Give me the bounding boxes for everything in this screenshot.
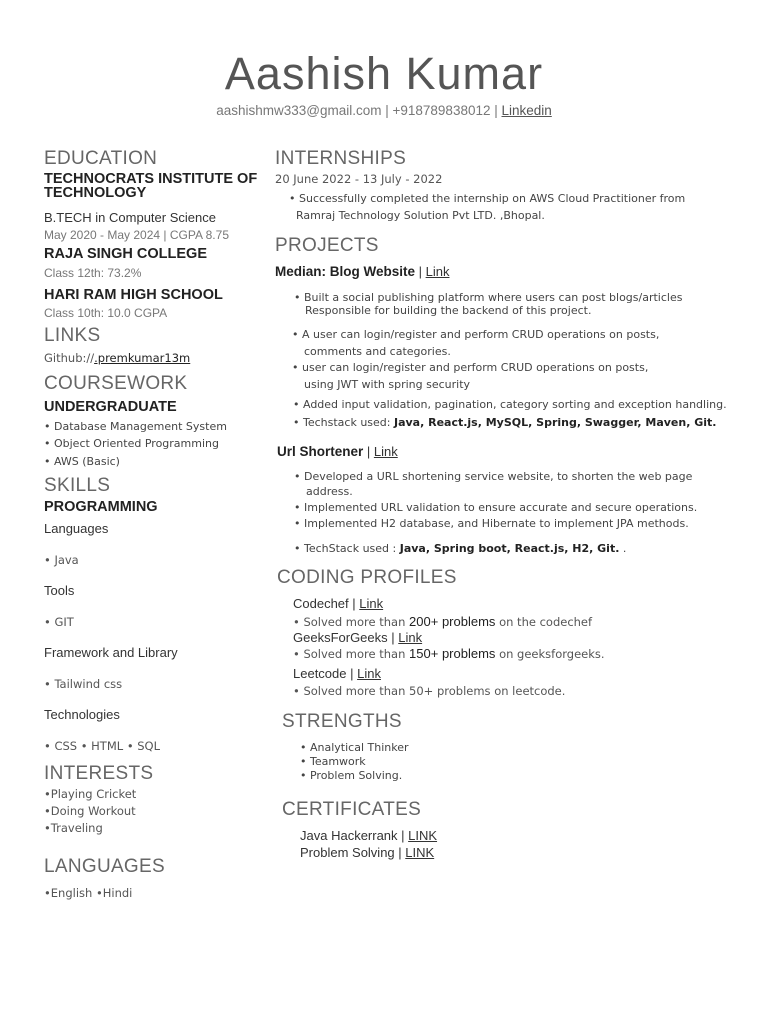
leetcode-row: Leetcode | Link — [293, 666, 381, 681]
tools-value: • GIT — [44, 615, 74, 629]
coursework-item: • Object Oriented Programming — [44, 437, 219, 450]
project1-name: Median: Blog Website — [275, 264, 416, 279]
project1-title-row: Median: Blog Website | Link — [275, 264, 450, 279]
school1-name-line1: TECHNOCRATS INSTITUTE OF — [44, 171, 258, 187]
framework-value: • Tailwind css — [44, 677, 123, 691]
project2-techstack: • TechStack used : Java, Spring boot, React.js, H2, Git. . — [294, 542, 627, 555]
school2-meta: Class 12th: 73.2% — [44, 266, 142, 280]
internship-dates: 20 June 2022 - 13 July - 2022 — [275, 172, 443, 186]
github-label: Github:// — [44, 351, 95, 365]
project2-bullet: • Developed a URL shortening service website, to shorten the web page — [294, 470, 693, 483]
codechef-row: Codechef | Link — [293, 596, 384, 611]
interests-heading: INTERESTS — [44, 763, 154, 784]
internship-desc-line2: Ramraj Technology Solution Pvt LTD. ,Bhopal. — [296, 209, 545, 222]
codechef-desc: • Solved more than 200+ problems on the codechef — [293, 614, 593, 629]
school3-meta: Class 10th: 10.0 CGPA — [44, 306, 168, 320]
email-text: aashishmw333@gmail.com — [216, 103, 382, 118]
github-link-row — [44, 351, 190, 365]
project1-bullet-cont: using JWT with spring security — [304, 378, 471, 391]
project1-bullet-cont: Responsible for building the backend of this project. — [305, 304, 592, 317]
strength-item: • Problem Solving. — [300, 769, 403, 782]
project2-bullet: • Implemented URL validation to ensure accurate and secure operations. — [294, 501, 698, 514]
framework-label: Framework and Library — [44, 645, 178, 660]
project2-bullet: • Implemented H2 database, and Hibernate to implement JPA methods. — [294, 517, 689, 530]
project1-bullet-cont: comments and categories. — [304, 345, 451, 358]
degree-meta: May 2020 - May 2024 | CGPA 8.75 — [44, 228, 229, 242]
coursework-item: • Database Management System — [44, 420, 227, 433]
project1-bullet: • Added input validation, pagination, category sorting and exception handling. — [293, 398, 727, 411]
project2-title-row: Url Shortener | Link — [277, 444, 398, 459]
interest-item: •Playing Cricket — [44, 787, 137, 801]
skills-subtitle: PROGRAMMING — [44, 499, 158, 515]
technologies-value: • CSS • HTML • SQL — [44, 739, 161, 753]
strengths-heading: STRENGTHS — [282, 711, 402, 732]
school3-name: HARI RAM HIGH SCHOOL — [44, 287, 223, 303]
coursework-heading: COURSEWORK — [44, 373, 188, 394]
internships-heading: INTERNSHIPS — [275, 148, 407, 169]
school1-name-line2: TECHNOLOGY — [44, 185, 147, 201]
candidate-name: Aashish Kumar — [224, 48, 544, 99]
strength-item: • Analytical Thinker — [300, 741, 409, 754]
geeksforgeeks-desc: • Solved more than 150+ problems on geeksforgeeks. — [293, 646, 605, 661]
interest-item: •Doing Workout — [44, 804, 136, 818]
leetcode-desc: • Solved more than 50+ problems on leetcode. — [293, 684, 566, 698]
languages-list: •English •Hindi — [44, 886, 133, 900]
education-heading: EDUCATION — [44, 148, 158, 169]
certificates-heading: CERTIFICATES — [282, 799, 422, 820]
technologies-label: Technologies — [44, 707, 120, 722]
github-link[interactable]: .premkumar13m — [94, 351, 191, 365]
languages-value: • Java — [44, 553, 79, 567]
project2-name: Url Shortener — [277, 444, 364, 459]
phone-text: +918789838012 — [392, 103, 491, 118]
skills-heading: SKILLS — [44, 475, 111, 496]
project1-link[interactable]: Link — [425, 264, 450, 279]
geeksforgeeks-link[interactable]: Link — [398, 630, 423, 645]
certificate-row: Java Hackerrank | LINK — [300, 828, 438, 843]
certificate-link[interactable]: LINK — [405, 845, 435, 860]
geeksforgeeks-row: GeeksForGeeks | Link — [293, 630, 423, 645]
coursework-item: • AWS (Basic) — [44, 455, 120, 468]
school2-name: RAJA SINGH COLLEGE — [44, 246, 208, 262]
degree-text: B.TECH in Computer Science — [44, 210, 216, 225]
coding-profiles-heading: CODING PROFILES — [277, 567, 457, 588]
project1-techstack: • Techstack used: Java, React.js, MySQL, Spring, Swagger, Maven, Git. — [293, 416, 717, 429]
coursework-subtitle: UNDERGRADUATE — [44, 399, 177, 415]
projects-heading: PROJECTS — [275, 235, 379, 256]
interest-item: •Traveling — [44, 821, 103, 835]
leetcode-link[interactable]: Link — [357, 666, 381, 681]
certificate-link[interactable]: LINK — [408, 828, 438, 843]
tools-label: Tools — [44, 583, 75, 598]
project1-bullet: • A user can login/register and perform CRUD operations on posts, — [292, 328, 660, 341]
project2-link[interactable]: Link — [373, 444, 398, 459]
project1-bullet: • Built a social publishing platform where users can post blogs/articles — [294, 291, 683, 304]
linkedin-link[interactable]: Linkedin — [501, 103, 552, 118]
languages-heading: LANGUAGES — [44, 856, 165, 877]
certificate-row: Problem Solving | LINK — [300, 845, 435, 860]
project2-bullet-cont: address. — [306, 485, 353, 498]
links-heading: LINKS — [44, 325, 101, 346]
codechef-link[interactable]: Link — [359, 596, 384, 611]
strength-item: • Teamwork — [300, 755, 366, 768]
project1-bullet: • user can login/register and perform CRUD operations on posts, — [292, 361, 649, 374]
internship-desc-line1: • Successfully completed the internship on AWS Cloud Practitioner from — [289, 192, 686, 205]
languages-label: Languages — [44, 521, 109, 536]
contact-line: aashishmw333@gmail.com | +918789838012 | Linkedin — [216, 103, 552, 118]
